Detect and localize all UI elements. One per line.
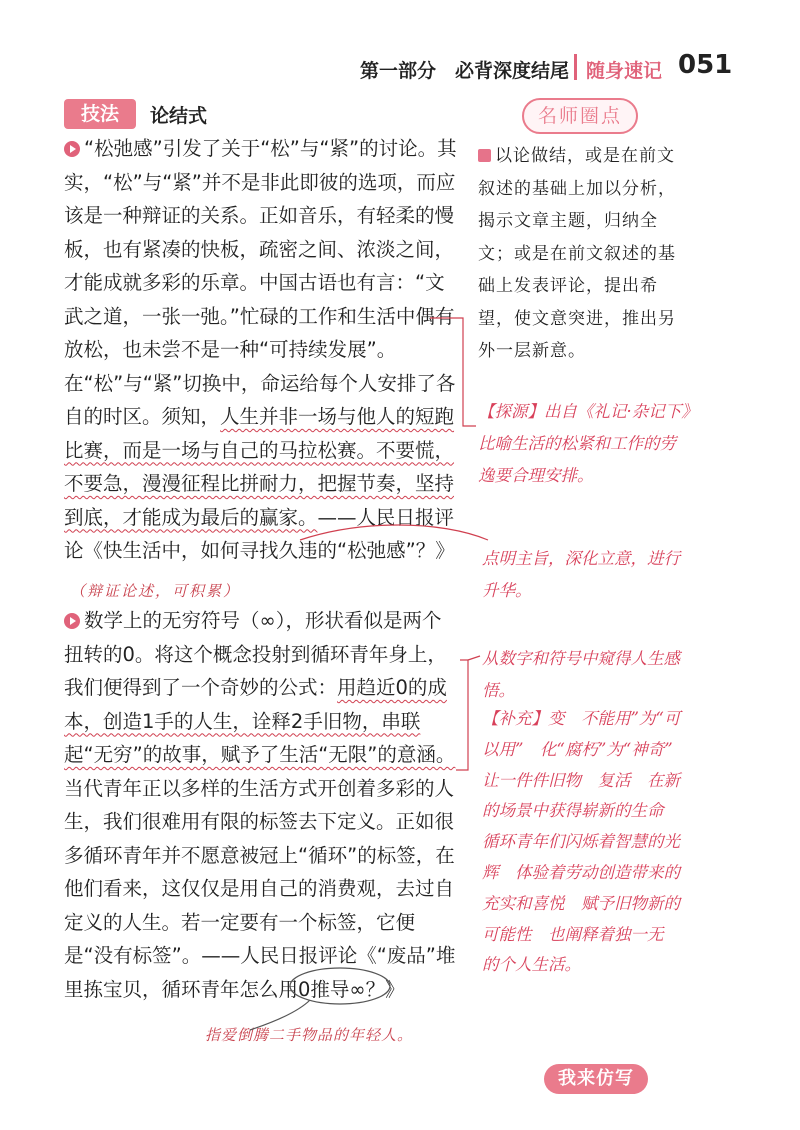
passage-1 <box>64 132 460 568</box>
side-note-supplement: 【补充】变 不能用”为“可以用” 化“腐朽”为“神奇” 让一件件旧物 复活 在新的场景中获得崭新的生命 循环青年们闪烁着智慧的光辉 体验着劳动创造带来的充实和喜悦 赋予旧物新的可能性 也阐释着独一无 的个人生活。 <box>482 709 690 975</box>
side-note-method-text: 以论做结，或是在前文叙述的基础上加以分析，揭示文章主题，归纳全文；或是在前文叙述的基础上发表评论，提出希望，使文意突进，推出另外一层新意。 <box>478 146 676 361</box>
passage-1-text-a: “松弛感”引发了关于“松”与“紧”的讨论。其实，“松”与“紧”并不是非此即彼的选项，而应该是一种辩证的关系。正如音乐，有轻柔的慢板，也有紧凑的快板，疏密之间、浓淡之间，才能成就多彩的乐章。中国古语也有言：“文武之道，一张一弛。”忙碌的工作和生活中偶有放松，也未尝不是一种“可持续发展”。在“松”与“紧”切换中，命运给每个人安排了各自的时区。须知， <box>64 137 457 428</box>
part-title: 第一部分 必背深度结尾 <box>360 60 570 82</box>
play-bullet-icon <box>64 613 80 629</box>
header-divider <box>574 54 577 80</box>
series-title: 随身速记 <box>586 60 663 82</box>
handwritten-note-1: （辩证论述，可积累） <box>70 582 241 600</box>
technique-tag: 技法 <box>64 99 136 129</box>
technique-title: 论结式 <box>150 105 208 127</box>
imitate-write-button[interactable]: 我来仿写 <box>544 1064 648 1094</box>
page-number: 051 <box>678 50 733 80</box>
play-bullet-icon <box>64 141 80 157</box>
passage-1-underlined: 人生并非一场与他人的短跑比赛，而是一场与自己的马拉松赛。不要慌，不要急，漫漫征程比拼耐力，把握节奏，坚持到底，才能成为最后的赢家。 <box>64 405 455 529</box>
side-note-theme: 点明主旨，深化立意，进行升华。 <box>482 549 680 600</box>
passage-2 <box>64 604 460 1006</box>
passage-2-text-b: 当代青年正以多样的生活方式开创着多彩的人生，我们很难用有限的标签去下定义。正如很多循环青年并不愿意被冠上“循环”的标签，在他们看来，这仅仅是用自己的消费观，去过自定义的人生。若一定要有一个标签，它便是“没有标签”。——人民日报评论《“废品”堆里拣宝贝，循环青年怎么用0推导∞？》 <box>64 776 456 1001</box>
checkbox-icon <box>478 149 491 162</box>
passage-2-text-a: 数学上的无穷符号（∞），形状看似是两个扭转的0。将这个概念投射到循环青年身上，我们便得到了一个奇妙的公式： <box>64 609 447 699</box>
page-header <box>0 52 800 92</box>
passage-1-source: ——人民日报评论《快生活中，如何寻找久违的“松弛感”？》 <box>64 505 455 562</box>
connector-arrow-3 <box>468 656 480 660</box>
handwritten-note-2: 指爱倒腾二手物品的年轻人。 <box>205 1026 414 1044</box>
teacher-notes-badge: 名师圈点 <box>522 98 638 134</box>
side-note-method <box>478 140 690 368</box>
passage-2-underlined: 用趋近0的成本，创造1手的人生，诠释2手旧物，串联起“无穷”的故事，赋予了生活“无限”的意涵。 <box>64 676 456 766</box>
side-note-origin: 【探源】出自《礼记·杂记下》比喻生活的松紧和工作的劳逸要合理安排。 <box>478 402 690 485</box>
side-note-insight: 从数字和符号中窥得人生感悟。 <box>482 649 680 700</box>
